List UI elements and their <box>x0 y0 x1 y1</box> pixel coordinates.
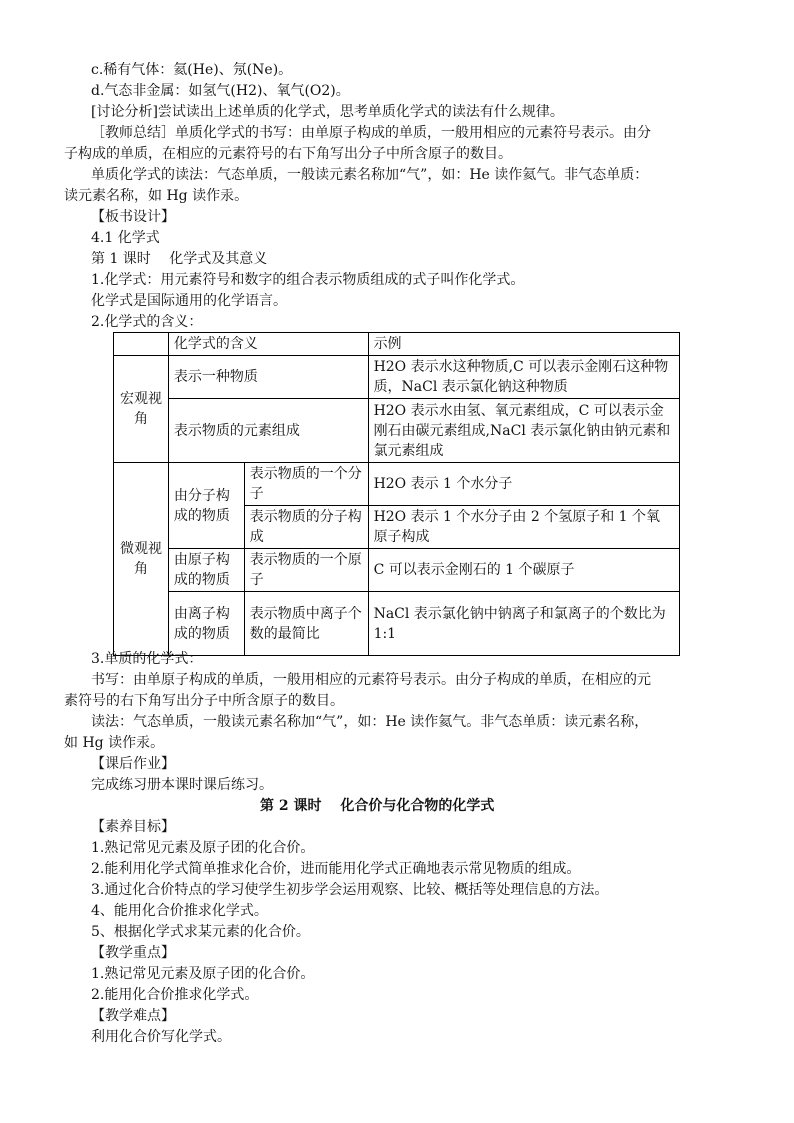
micro-view-cell: 微观视角 <box>114 463 169 656</box>
table-cell: 表示一种物质 <box>168 356 368 399</box>
text-line: 4、能用化合价推求化学式。 <box>91 903 268 919</box>
text-line: 3.通过化合价特点的学习使学生初步学会运用观察、比较、概括等处理信息的方法。 <box>91 882 609 898</box>
text-line: 2.化学式的含义： <box>91 314 203 330</box>
text-line: d.气态非金属：如氢气(H2)、氧气(O2)。 <box>91 83 350 99</box>
text-line: 利用化合价写化学式。 <box>91 1029 231 1045</box>
table-cell: 由离子构成的物质 <box>168 592 244 656</box>
table-cell: 表示物质的一个分子 <box>244 463 368 506</box>
formula-meaning-table <box>113 332 680 656</box>
table-header-row <box>114 333 680 356</box>
table-header-cell: 化学式的含义 <box>168 333 368 356</box>
table-cell: H2O 表示水这种物质,C 可以表示金刚石这种物质，NaCl 表示氯化钠这种物质 <box>368 356 679 399</box>
text-line: 第 1 课时 化学式及其意义 <box>91 251 268 267</box>
text-line: 素符号的右下角写出分子中所含原子的数目。 <box>64 693 344 709</box>
section-heading: 【板书设计】 <box>91 209 175 225</box>
table-row <box>114 592 680 656</box>
lesson-title: 第 2 课时 化合价与化合物的化学式 <box>260 798 495 814</box>
table-header-cell: 示例 <box>368 333 679 356</box>
text-line: 2.能用化合价推求化学式。 <box>91 987 259 1003</box>
table-cell: 由原子构成的物质 <box>168 549 244 592</box>
text-line: [讨论分析]尝试读出上述单质的化学式，思考单质化学式的读法有什么规律。 <box>91 104 564 120</box>
text-line: 4.1 化学式 <box>91 230 160 246</box>
text-line: 1.熟记常见元素及原子团的化合价。 <box>91 966 315 982</box>
table-row <box>114 463 680 506</box>
table-cell: C 可以表示金刚石的 1 个碳原子 <box>368 549 679 592</box>
text-line: 如 Hg 读作汞。 <box>64 735 165 751</box>
text-line: 完成练习册本课时课后练习。 <box>91 777 273 793</box>
macro-view-cell: 宏观视角 <box>114 356 169 463</box>
text-line: 子构成的单质，在相应的元素符号的右下角写出分子中所含原子的数目。 <box>64 146 512 162</box>
section-heading: 【素养目标】 <box>91 819 175 835</box>
table-cell: 表示物质的元素组成 <box>168 399 368 463</box>
table-cell: NaCl 表示氯化钠中钠离子和氯离子的个数比为 1:1 <box>368 592 679 656</box>
table-corner-cell <box>114 333 169 356</box>
text-line: 单质化学式的读法：气态单质，一般读元素名称加“气”，如：He 读作氦气。非气态单质： <box>91 167 649 183</box>
table-cell: 表示物质中离子个数的最简比 <box>244 592 368 656</box>
section-heading: 【教学难点】 <box>91 1008 175 1024</box>
text-line: 读法：气态单质，一般读元素名称加“气”，如：He 读作氦气。非气态单质：读元素名称， <box>91 714 649 730</box>
table-cell: H2O 表示水由氢、氧元素组成，C 可以表示金刚石由碳元素组成,NaCl 表示氯化钠由钠元素和氯元素组成 <box>368 399 679 463</box>
table-cell: 表示物质的分子构成 <box>244 506 368 549</box>
table-cell: 由分子构成的物质 <box>168 463 244 549</box>
table-cell: H2O 表示 1 个水分子 <box>368 463 679 506</box>
text-line: 化学式是国际通用的化学语言。 <box>91 293 287 309</box>
text-line: 2.能利用化学式简单推求化合价，进而能用化学式正确地表示常见物质的组成。 <box>91 861 581 877</box>
table-row <box>114 549 680 592</box>
teacher-summary-line: ［教师总结］单质化学式的书写：由单原子构成的单质，一般用相应的元素符号表示。由分 <box>91 125 651 141</box>
text-line: 3.单质的化学式： <box>91 651 203 667</box>
text-line: 1.化学式：用元素符号和数字的组合表示物质组成的式子叫作化学式。 <box>91 272 525 288</box>
table-cell: 表示物质的一个原子 <box>244 549 368 592</box>
table-cell: H2O 表示 1 个水分子由 2 个氢原子和 1 个氧原子构成 <box>368 506 679 549</box>
text-line: 书写：由单原子构成的单质，一般用相应的元素符号表示。由分子构成的单质，在相应的元 <box>91 672 651 688</box>
section-heading: 【教学重点】 <box>91 945 175 961</box>
section-heading: 【课后作业】 <box>91 756 175 772</box>
table-row <box>114 356 680 399</box>
text-line: 1.熟记常见元素及原子团的化合价。 <box>91 840 315 856</box>
table-row <box>114 399 680 463</box>
text-line: c.稀有气体：氦(He)、氖(Ne)。 <box>91 62 293 78</box>
text-line: 5、根据化学式求某元素的化合价。 <box>91 924 310 940</box>
text-line: 读元素名称，如 Hg 读作汞。 <box>64 188 249 204</box>
